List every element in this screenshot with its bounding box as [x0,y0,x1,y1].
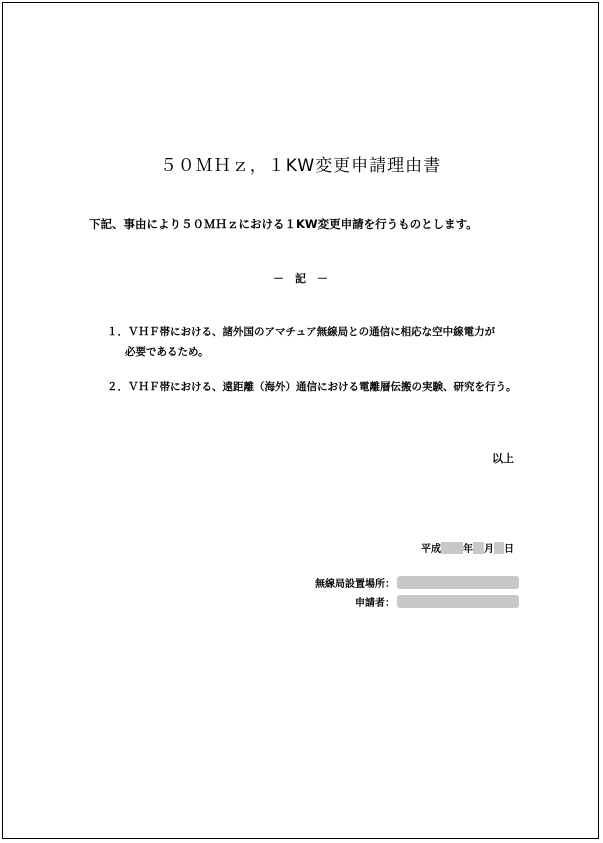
location-field-row [315,575,519,590]
date-year-unit: 年 [463,544,473,555]
date-month-redaction [473,542,484,554]
list-item-1-continuation: 必要であるため。 [125,346,209,358]
date-year-redaction [441,542,463,554]
date-era: 平成 [421,544,441,555]
date-line [421,540,514,555]
applicant-redaction [397,595,519,608]
location-label: 無線局設置場所： [315,579,395,590]
intro-text: 下記、事由により５０ＭＨｚにおける１KW変更申請を行うものとします。 [89,217,478,231]
closing-text: 以上 [492,452,514,465]
applicant-label: 申請者： [355,598,395,609]
date-day-unit: 日 [504,544,514,555]
ki-heading: － 記 － [273,272,328,285]
document-page [2,2,599,839]
document-title: ５０ＭＨｚ，１KW変更申請理由書 [159,156,442,176]
applicant-field-row [355,594,519,609]
location-redaction [397,576,519,589]
date-day-redaction [494,542,504,554]
list-item-2: ２．ＶＨＦ帯における、遠距離（海外）通信における電離層伝搬の実験、研究を行う。 [107,381,517,393]
date-month-unit: 月 [484,544,494,555]
list-item-1: １．ＶＨＦ帯における、諸外国のアマチュア無線局との通信に相応な空中線電力が [107,326,496,338]
